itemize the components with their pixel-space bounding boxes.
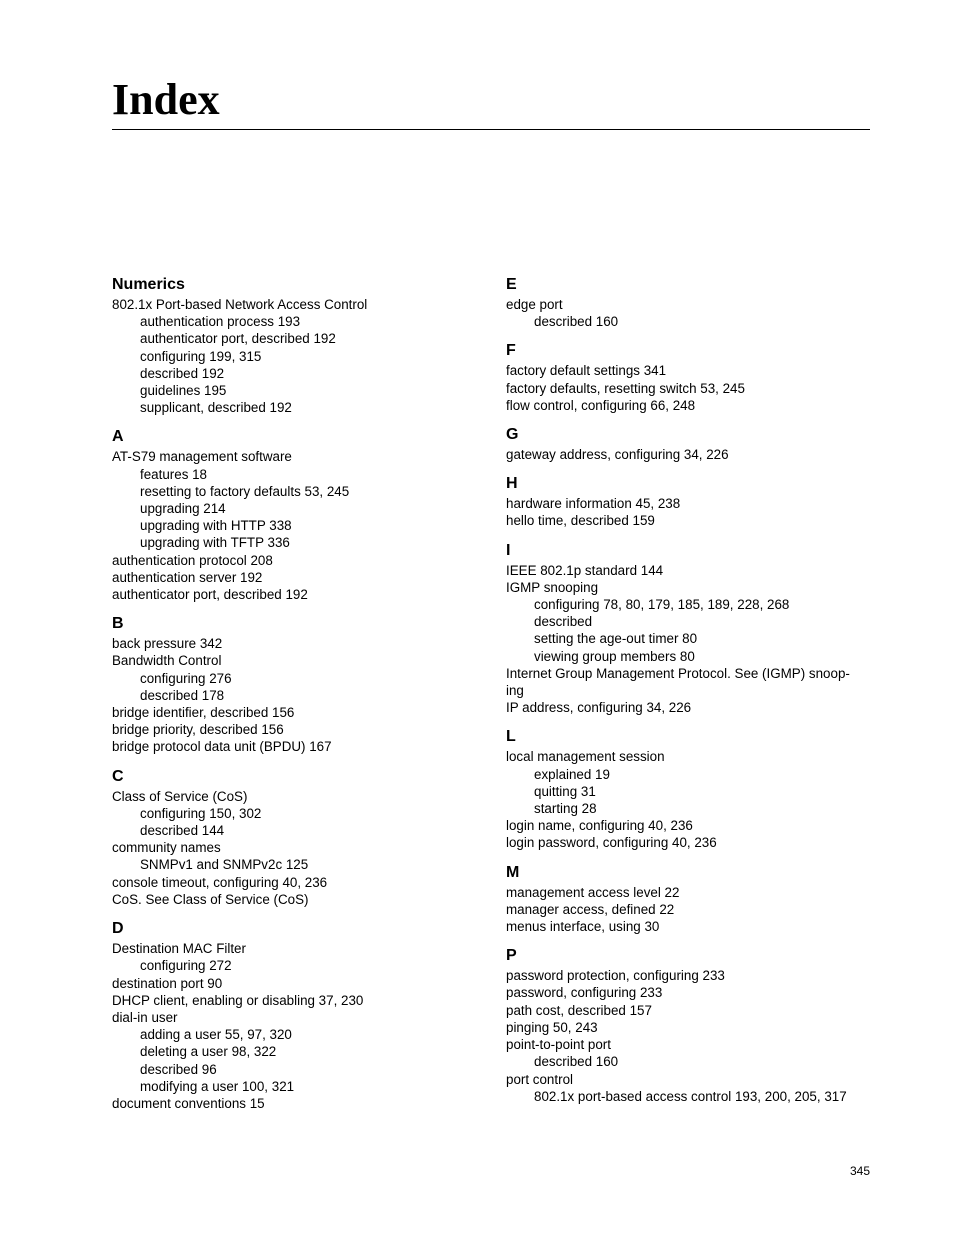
index-subentry: authenticator port, described 192 <box>140 331 336 347</box>
index-subentry: 802.1x port-based access control 193, 200, 205, 317 <box>534 1088 847 1104</box>
index-entry: factory defaults, resetting switch 53, 245 <box>506 380 745 396</box>
index-entry: bridge protocol data unit (BPDU) 167 <box>112 739 332 755</box>
index-subentry: described 96 <box>140 1061 217 1077</box>
section-heading: F <box>506 342 516 360</box>
index-subentry: SNMPv1 and SNMPv2c 125 <box>140 857 309 873</box>
index-entry: destination port 90 <box>112 975 223 991</box>
index-entry: authentication protocol 208 <box>112 552 273 568</box>
index-section <box>506 864 878 936</box>
section-heading: L <box>506 728 516 746</box>
index-subentry: upgrading 214 <box>140 501 226 517</box>
index-entry: port control <box>506 1071 573 1087</box>
index-subentry: configuring 78, 80, 179, 185, 189, 228, 268 <box>534 597 790 613</box>
index-section <box>112 615 484 755</box>
index-entry: flow control, configuring 66, 248 <box>506 397 696 413</box>
index-entry: back pressure 342 <box>112 636 223 652</box>
index-subentry: setting the age-out timer 80 <box>534 631 698 647</box>
index-subentry: configuring 199, 315 <box>140 348 262 364</box>
index-subentry: guidelines 195 <box>140 383 227 399</box>
index-subentry: configuring 276 <box>140 670 232 686</box>
index-subentry: described 160 <box>534 314 619 330</box>
index-subentry: adding a user 55, 97, 320 <box>140 1027 292 1043</box>
page-number: 345 <box>849 1164 870 1178</box>
index-entry: manager access, defined 22 <box>506 901 675 917</box>
index-entry: Destination MAC Filter <box>112 941 246 957</box>
index-entry: document conventions 15 <box>112 1095 265 1111</box>
index-entry: factory default settings 341 <box>506 363 667 379</box>
index-entry: authenticator port, described 192 <box>112 587 308 603</box>
index-subentry: explained 19 <box>534 766 610 782</box>
index-subentry: described 144 <box>140 823 225 839</box>
index-entry: Class of Service (CoS) <box>112 788 248 804</box>
index-entry: management access level 22 <box>506 884 680 900</box>
index-entry: AT-S79 management software <box>112 449 292 465</box>
section-heading: Numerics <box>112 276 185 293</box>
index-entry: local management session <box>506 749 665 765</box>
index-subentry: upgrading with TFTP 336 <box>140 535 290 551</box>
index-subentry: described 160 <box>534 1054 619 1070</box>
section-heading: H <box>506 475 518 493</box>
index-entry: bridge priority, described 156 <box>112 722 284 738</box>
index-subentry: features 18 <box>140 466 207 482</box>
index-entry: IP address, configuring 34, 226 <box>506 700 692 716</box>
index-subentry: deleting a user 98, 322 <box>140 1044 277 1060</box>
index-subentry: modifying a user 100, 321 <box>140 1078 295 1094</box>
index-subentry: configuring 272 <box>140 958 232 974</box>
index-section <box>506 542 878 717</box>
section-heading: M <box>506 863 520 881</box>
index-entry: IEEE 802.1p standard 144 <box>506 562 664 578</box>
index-section <box>112 768 484 908</box>
section-heading: B <box>112 615 124 633</box>
index-column-left <box>112 276 484 1124</box>
index-subentry: authentication process 193 <box>140 314 301 330</box>
index-entry: Bandwidth Control <box>112 653 222 669</box>
index-section <box>506 947 878 1105</box>
index-entry: IGMP snooping <box>506 579 599 595</box>
index-subentry: supplicant, described 192 <box>140 400 292 416</box>
index-section <box>506 426 878 463</box>
index-subentry: quitting 31 <box>534 783 596 799</box>
index-entry: password, configuring 233 <box>506 985 663 1001</box>
section-heading: C <box>112 767 124 785</box>
section-heading: I <box>506 541 511 559</box>
index-subentry: viewing group members 80 <box>534 648 695 664</box>
index-entry: DHCP client, enabling or disabling 37, 230 <box>112 992 364 1008</box>
index-entry: path cost, described 157 <box>506 1002 652 1018</box>
index-section <box>506 728 878 851</box>
index-entry: gateway address, configuring 34, 226 <box>506 447 729 463</box>
index-entry: edge port <box>506 297 563 312</box>
section-heading: A <box>112 428 124 446</box>
index-subentry: configuring 150, 302 <box>140 805 262 821</box>
index-column-right <box>506 276 878 1117</box>
index-entry: ing <box>506 683 524 699</box>
index-entry: 802.1x Port-based Network Access Control <box>112 297 368 312</box>
index-entry: dial-in user <box>112 1009 178 1025</box>
index-subentry: starting 28 <box>534 801 597 817</box>
index-entry: CoS. See Class of Service (CoS) <box>112 891 309 907</box>
index-entry: password protection, configuring 233 <box>506 968 725 984</box>
index-entry: hardware information 45, 238 <box>506 496 681 512</box>
page-title: Index <box>112 75 220 124</box>
index-subentry: resetting to factory defaults 53, 245 <box>140 483 350 499</box>
index-section <box>506 276 878 330</box>
index-entry: menus interface, using 30 <box>506 919 660 935</box>
index-entry: login password, configuring 40, 236 <box>506 835 717 851</box>
index-subentry: described 192 <box>140 365 225 381</box>
index-section <box>112 428 484 603</box>
index-subentry: upgrading with HTTP 338 <box>140 518 292 534</box>
index-entry: community names <box>112 840 221 856</box>
index-entry: console timeout, configuring 40, 236 <box>112 874 328 890</box>
index-entry: login name, configuring 40, 236 <box>506 818 693 834</box>
section-heading: E <box>506 276 517 293</box>
section-heading: P <box>506 947 517 965</box>
section-heading: G <box>506 426 519 444</box>
index-section <box>112 276 484 416</box>
index-entry: Internet Group Management Protocol. See (IGMP) snoop- <box>506 665 850 681</box>
index-entry: point-to-point port <box>506 1037 611 1053</box>
index-entry: pinging 50, 243 <box>506 1019 598 1035</box>
index-entry: bridge identifier, described 156 <box>112 705 295 721</box>
index-entry: authentication server 192 <box>112 569 263 585</box>
section-heading: D <box>112 920 124 938</box>
index-section <box>112 920 484 1112</box>
index-subentry: described 178 <box>140 687 225 703</box>
index-entry: hello time, described 159 <box>506 513 655 529</box>
title-rule <box>112 129 870 130</box>
index-section <box>506 342 878 414</box>
index-section <box>506 475 878 529</box>
index-subentry: described <box>534 614 593 630</box>
